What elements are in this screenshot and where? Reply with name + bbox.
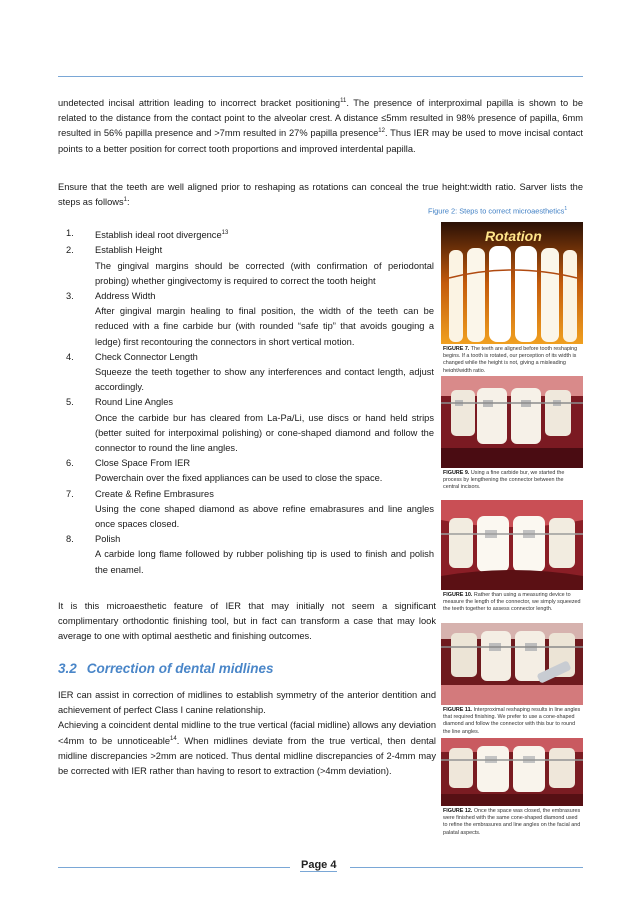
figure-11-line-angles	[441, 623, 583, 741]
section-title: Correction of dental midlines	[86, 661, 274, 676]
step-description: Squeeze the teeth together to show any interferences and contact length, adjust accordingly.	[95, 366, 434, 393]
citation-1: 1	[123, 197, 127, 204]
figure-11-caption	[441, 705, 583, 736]
citation-14: 14	[170, 735, 177, 742]
step-description: Powerchain over the fixed appliances can be used to close the space.	[95, 473, 383, 484]
step-description: Once the carbide bur has cleared from La-Pa/Li, use discs or hand held strips (better suited for interpoximal polishing) or cone-shaped diamond and follow the connector to round the line angles.	[95, 412, 434, 453]
footer-rule-right	[350, 867, 583, 868]
step-item	[66, 243, 434, 289]
step-title: Establish ideal root divergence	[95, 230, 222, 241]
step-item	[66, 532, 434, 578]
figure-9-label: FIGURE 9.	[443, 470, 470, 476]
figure-7-rotation	[441, 222, 583, 372]
step-item	[66, 289, 434, 350]
step-number: 5.	[66, 397, 74, 408]
step-item	[66, 226, 434, 243]
connector-squeeze-photo	[441, 500, 583, 590]
figure-10-squeeze	[441, 500, 583, 625]
midline-text-2: Achieving a coincident dental midline to the true vertical (facial midline) allows any deviation <4mm to be unnoticeable	[58, 720, 436, 746]
step-item	[66, 395, 434, 456]
step-title: Polish	[95, 534, 121, 545]
figure-caption	[428, 206, 567, 215]
rotation-label: Rotation	[485, 228, 542, 244]
step-title: Address Width	[95, 290, 156, 301]
intro-text-2: . The presence of interproximal papilla is shown to be related to the distance from the contact point to the alveolar crest. A distance ≤5mm resulted in 98% presence of papilla, 6mm resulted in 56% papilla presence and >7mm resulted in 27% papilla presence	[58, 98, 583, 139]
figure-caption-citation: 1	[564, 206, 568, 212]
figure-caption-text: Figure 2: Steps to correct microaesthetics	[428, 206, 565, 216]
step-description: Using the cone shaped diamond as above refine emabrasures and line angles once spaces closed.	[95, 503, 434, 529]
figure-7-caption	[441, 344, 583, 372]
step-number: 1.	[66, 228, 74, 238]
step-description: A carbide long flame followed by rubber polishing tip is used to finish and polish the enamel.	[95, 549, 434, 575]
figure-9-carbide	[441, 376, 583, 506]
step-number: 8.	[66, 534, 74, 545]
microaesthetic-paragraph	[58, 599, 436, 645]
figure-12-caption	[441, 806, 583, 837]
figure-9-text: Using a fine carbide bur, we started the process by lengthening the connector between the central incisors.	[443, 470, 565, 491]
line-angles-photo	[441, 623, 583, 705]
step-number: 6.	[66, 458, 74, 469]
step-title: Establish Height	[95, 245, 163, 256]
figure-12-embrasures	[441, 738, 583, 846]
step-citation: 13	[221, 230, 229, 236]
midline-text-3: . When midlines deviate from the true vertical, then dental midline discrepancies >2mm are noticed. Thus dental midline discrepancies of 2-4mm may be corrected with IER rather than having to resort to extraction (>4mm deviation).	[58, 735, 436, 777]
step-number: 3.	[66, 290, 74, 301]
figure-7-label: FIGURE 7.	[443, 346, 470, 352]
step-title: Close Space From IER	[95, 458, 191, 469]
carbide-bur-photo	[441, 376, 583, 468]
figure-12-label: FIGURE 12.	[443, 808, 473, 814]
figure-12-text: Once the space was closed, the embrasures were finished with the same cone-shaped diamond used to refine the embrasures and line angles on the facial and palatal aspects.	[443, 808, 581, 836]
reshaping-steps-list	[66, 226, 434, 578]
step-item	[66, 456, 434, 486]
step-title: Round Line Angles	[95, 397, 174, 408]
figure-10-text: Rather than using a measuring device to measure the length of the connector, we simply squeezed the teeth together to assess connector length.	[443, 592, 581, 613]
citation-12: 12	[378, 128, 385, 135]
figure-10-label: FIGURE 10.	[443, 592, 473, 598]
sarver-text: Ensure that the teeth are well aligned prior to reshaping as rotations can conceal the true height:width ratio. Sarver lists the steps as follows	[58, 182, 583, 208]
figure-11-label: FIGURE 11.	[443, 707, 473, 713]
intro-text-3: . Thus IER may be used to move incisal contact points to a better position for correct tooth proportions and improved interdental papilla.	[58, 128, 583, 154]
midline-paragraph	[58, 688, 436, 779]
footer-rule-left	[58, 867, 290, 868]
intro-paragraph	[58, 96, 583, 157]
sarver-colon: :	[126, 197, 130, 208]
step-item	[66, 487, 434, 533]
microaesthetic-text: It is this microaesthetic feature of IER that may initially not seem a significant complimentary orthodontic finishing tool, but in fact can transform a case that may look average to one with optimal aesthetic and finishing outcomes.	[58, 601, 436, 642]
step-number: 2.	[66, 245, 74, 256]
embrasures-photo	[441, 738, 583, 806]
figure-10-caption	[441, 590, 583, 614]
section-number: 3.2	[58, 661, 77, 676]
figure-7-text: The teeth are aligned before tooth reshaping begins. If a tooth is rotated, our perception of its width is changed while the height is not, giving a misleading height/width ratio.	[443, 346, 578, 372]
step-title: Check Connector Length	[95, 351, 198, 362]
intro-text-1: undetected incisal attrition leading to incorrect bracket positioning	[58, 98, 341, 108]
step-description: The gingival margins should be corrected (with confirmation of periodontal probing) whether gingivectomy is required to correct the tooth height	[95, 260, 434, 286]
page-number: Page 4	[301, 859, 337, 871]
step-item	[66, 350, 434, 396]
step-number: 4.	[66, 351, 74, 362]
step-description: After gingival margin healing to final position, the width of the teeth can be reduced with a fine carbide bur (with rounded “safe tip” that avoids gouging a ledge) first recontouring the connectors in short vertical motion.	[95, 306, 434, 347]
citation-11: 11	[340, 97, 347, 104]
header-rule	[58, 76, 583, 77]
section-heading	[58, 661, 274, 676]
figure-11-text: Interproximal reshaping results in line angles that required finishing. We prefer to use a cone-shaped diamond and follow the connector with this bur to round the line angles.	[443, 707, 581, 735]
step-title: Create & Refine Embrasures	[95, 488, 214, 499]
step-number: 7.	[66, 488, 74, 499]
midline-text-1: IER can assist in correction of midlines to establish symmetry of the anterior dentition and achievement of perfect Class I canine relationship.	[58, 690, 436, 716]
figure-9-caption	[441, 468, 583, 492]
